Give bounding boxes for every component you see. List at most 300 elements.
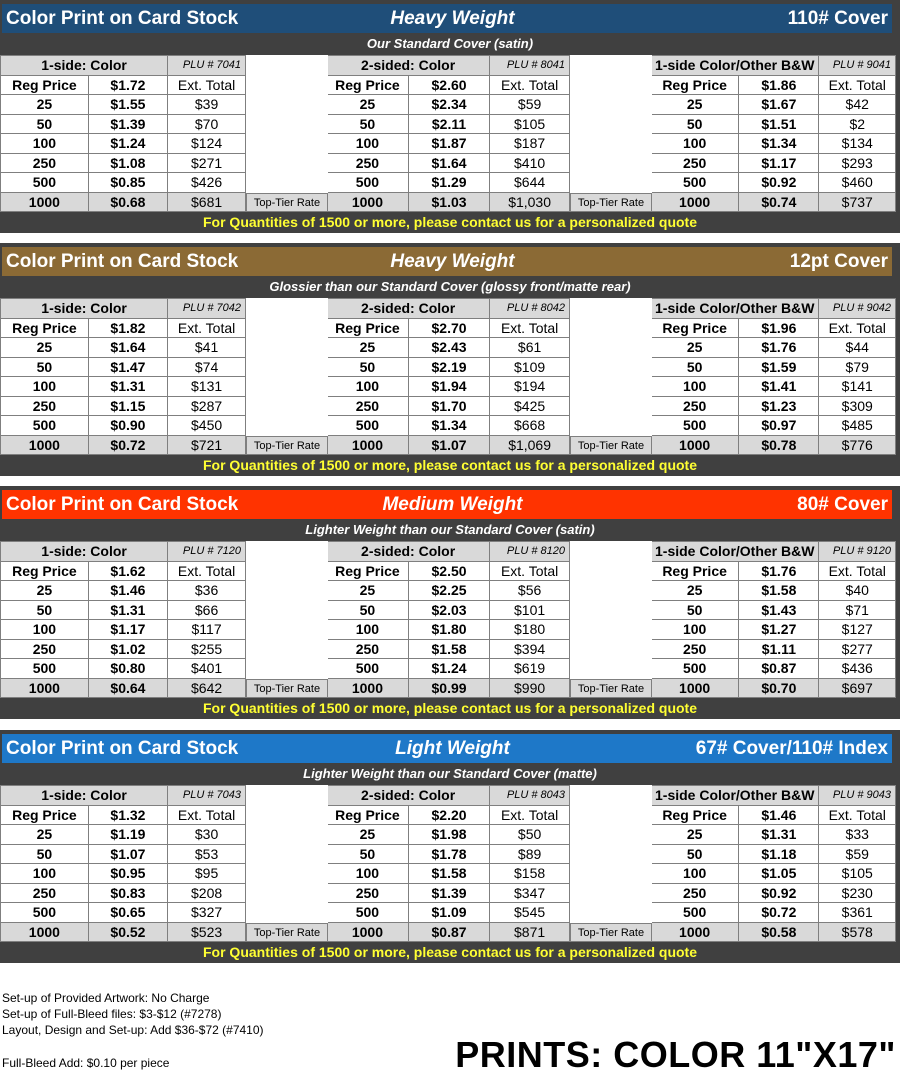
price-table xyxy=(0,298,246,455)
table-row xyxy=(327,416,570,436)
table-row xyxy=(1,864,246,884)
ext-total-cell: $180 xyxy=(490,620,570,640)
table-row xyxy=(651,338,896,358)
section-title: Color Print on Card Stock xyxy=(6,250,239,272)
price-table xyxy=(326,55,570,212)
unit-price-cell: $0.99 xyxy=(408,678,489,698)
table-row xyxy=(651,883,896,903)
ext-total-label: Ext. Total xyxy=(819,805,896,825)
quantity-cell: 1000 xyxy=(1,435,89,455)
ext-total-cell: $74 xyxy=(168,357,246,377)
table-row xyxy=(1,620,246,640)
unit-price-cell: $1.08 xyxy=(88,153,167,173)
quantity-cell: 1000 xyxy=(327,435,409,455)
plu-code: PLU # 9120 xyxy=(819,542,896,562)
unit-price-cell: $1.05 xyxy=(739,864,819,884)
quantity-cell: 250 xyxy=(1,639,89,659)
quote-footer: For Quantities of 1500 or more, please contact us for a personalized quote xyxy=(202,944,697,960)
ext-total-cell: $309 xyxy=(819,396,896,416)
ext-total-label: Ext. Total xyxy=(819,561,896,581)
ext-total-cell: $545 xyxy=(490,903,570,923)
unit-price-cell: $1.11 xyxy=(739,639,819,659)
table-row xyxy=(327,678,570,698)
unit-price-cell: $1.64 xyxy=(88,338,167,358)
top-tier-rate-label: Top-Tier Rate xyxy=(570,193,652,212)
pricing-section xyxy=(0,243,900,476)
quantity-cell: 500 xyxy=(1,416,89,436)
plu-code: PLU # 8120 xyxy=(490,542,570,562)
quantity-cell: 25 xyxy=(1,825,89,845)
unit-price-cell: $1.17 xyxy=(88,620,167,640)
quantity-cell: 50 xyxy=(327,600,409,620)
table-row xyxy=(1,192,246,212)
unit-price-cell: $1.64 xyxy=(408,153,489,173)
ext-total-cell: $117 xyxy=(168,620,246,640)
unit-price-cell: $1.67 xyxy=(739,95,819,115)
table-gap xyxy=(570,541,652,698)
table-row xyxy=(651,435,896,455)
table-row xyxy=(327,600,570,620)
ext-total-cell: $40 xyxy=(819,581,896,601)
section-stock: 80# Cover xyxy=(797,493,888,515)
unit-price-cell: $2.19 xyxy=(408,357,489,377)
unit-price-cell: $0.64 xyxy=(88,678,167,698)
ext-total-cell: $194 xyxy=(490,377,570,397)
ext-total-cell: $426 xyxy=(168,173,246,193)
section-stock: 67# Cover/110# Index xyxy=(695,737,888,759)
unit-price-cell: $1.46 xyxy=(88,581,167,601)
ext-total-cell: $59 xyxy=(490,95,570,115)
table-row xyxy=(327,922,570,942)
quantity-cell: 500 xyxy=(327,173,409,193)
ext-total-cell: $89 xyxy=(490,844,570,864)
plu-code: PLU # 8043 xyxy=(490,786,570,806)
table-row xyxy=(1,396,246,416)
price-table xyxy=(0,785,246,942)
ext-total-cell: $109 xyxy=(490,357,570,377)
table-row xyxy=(1,416,246,436)
ext-total-cell: $277 xyxy=(819,639,896,659)
table-row xyxy=(1,153,246,173)
unit-price-cell: $1.24 xyxy=(408,659,489,679)
quantity-cell: 100 xyxy=(651,620,739,640)
table-row xyxy=(651,581,896,601)
table-row xyxy=(1,922,246,942)
table-row xyxy=(1,134,246,154)
ext-total-cell: $41 xyxy=(168,338,246,358)
unit-price-cell: $1.51 xyxy=(739,114,819,134)
unit-price-cell: $0.52 xyxy=(88,922,167,942)
table-gap xyxy=(570,55,652,212)
ext-total-cell: $271 xyxy=(168,153,246,173)
table-row xyxy=(651,173,896,193)
reg-price-value: $1.86 xyxy=(739,75,819,95)
setup-notes xyxy=(2,990,264,1071)
table-name: 1-side Color/Other B&W xyxy=(651,299,819,319)
table-name: 2-sided: Color xyxy=(327,56,490,76)
ext-total-cell: $127 xyxy=(819,620,896,640)
quantity-cell: 500 xyxy=(1,903,89,923)
ext-total-cell: $871 xyxy=(490,922,570,942)
table-row xyxy=(651,864,896,884)
table-name: 1-side: Color xyxy=(1,299,168,319)
table-row xyxy=(651,134,896,154)
top-tier-rate-label: Top-Tier Rate xyxy=(570,679,652,698)
quantity-cell: 100 xyxy=(327,134,409,154)
unit-price-cell: $1.34 xyxy=(739,134,819,154)
ext-total-cell: $33 xyxy=(819,825,896,845)
section-header xyxy=(2,734,892,763)
unit-price-cell: $1.58 xyxy=(739,581,819,601)
section-weight: Heavy Weight xyxy=(390,250,515,272)
quantity-cell: 250 xyxy=(327,639,409,659)
ext-total-cell: $36 xyxy=(168,581,246,601)
unit-price-cell: $0.80 xyxy=(88,659,167,679)
quote-footer: For Quantities of 1500 or more, please contact us for a personalized quote xyxy=(202,700,697,716)
table-row xyxy=(1,825,246,845)
ext-total-cell: $523 xyxy=(168,922,246,942)
section-header xyxy=(2,4,892,33)
quantity-cell: 50 xyxy=(327,844,409,864)
unit-price-cell: $1.41 xyxy=(739,377,819,397)
ext-total-cell: $425 xyxy=(490,396,570,416)
ext-total-cell: $578 xyxy=(819,922,896,942)
section-header xyxy=(2,490,892,519)
unit-price-cell: $1.47 xyxy=(88,357,167,377)
section-stock: 12pt Cover xyxy=(789,250,888,272)
quantity-cell: 50 xyxy=(651,114,739,134)
ext-total-cell: $642 xyxy=(168,678,246,698)
unit-price-cell: $0.95 xyxy=(88,864,167,884)
section-subtitle: Our Standard Cover (satin) xyxy=(366,36,534,51)
unit-price-cell: $1.98 xyxy=(408,825,489,845)
ext-total-cell: $361 xyxy=(819,903,896,923)
table-row xyxy=(651,357,896,377)
price-table xyxy=(326,298,570,455)
unit-price-cell: $0.72 xyxy=(739,903,819,923)
plu-code: PLU # 9043 xyxy=(819,786,896,806)
ext-total-label: Ext. Total xyxy=(490,318,570,338)
quantity-cell: 250 xyxy=(651,153,739,173)
section-subtitle: Lighter Weight than our Standard Cover (matte) xyxy=(303,766,597,781)
quantity-cell: 50 xyxy=(651,844,739,864)
reg-price-label: Reg Price xyxy=(651,75,739,95)
note-layout-design: Layout, Design and Set-up: Add $36-$72 (#7410) xyxy=(2,1023,264,1037)
table-row xyxy=(651,600,896,620)
unit-price-cell: $0.87 xyxy=(408,922,489,942)
plu-code: PLU # 9042 xyxy=(819,299,896,319)
plu-code: PLU # 8042 xyxy=(490,299,570,319)
notes-spacer xyxy=(2,1038,264,1055)
table-row xyxy=(1,435,246,455)
table-row xyxy=(651,659,896,679)
ext-total-label: Ext. Total xyxy=(168,561,246,581)
price-table xyxy=(0,541,246,698)
table-row xyxy=(327,883,570,903)
section-stock: 110# Cover xyxy=(787,7,888,29)
ext-total-cell: $53 xyxy=(168,844,246,864)
unit-price-cell: $2.25 xyxy=(408,581,489,601)
quantity-cell: 25 xyxy=(327,338,409,358)
ext-total-cell: $141 xyxy=(819,377,896,397)
ext-total-cell: $668 xyxy=(490,416,570,436)
reg-price-value: $2.70 xyxy=(408,318,489,338)
ext-total-cell: $134 xyxy=(819,134,896,154)
unit-price-cell: $1.31 xyxy=(739,825,819,845)
ext-total-label: Ext. Total xyxy=(819,318,896,338)
table-row xyxy=(327,396,570,416)
reg-price-value: $2.50 xyxy=(408,561,489,581)
note-full-bleed-setup: Set-up of Full-Bleed files: $3-$12 (#7278) xyxy=(2,1007,222,1021)
table-gap xyxy=(246,55,328,212)
quantity-cell: 500 xyxy=(327,659,409,679)
quantity-cell: 250 xyxy=(651,883,739,903)
top-tier-rate-label: Top-Tier Rate xyxy=(246,679,328,698)
unit-price-cell: $1.09 xyxy=(408,903,489,923)
unit-price-cell: $1.02 xyxy=(88,639,167,659)
quantity-cell: 100 xyxy=(1,864,89,884)
quantity-cell: 1000 xyxy=(651,922,739,942)
ext-total-label: Ext. Total xyxy=(819,75,896,95)
table-row xyxy=(1,377,246,397)
ext-total-cell: $287 xyxy=(168,396,246,416)
section-title: Color Print on Card Stock xyxy=(6,493,239,515)
table-row xyxy=(651,922,896,942)
unit-price-cell: $1.19 xyxy=(88,825,167,845)
table-row xyxy=(327,377,570,397)
unit-price-cell: $1.39 xyxy=(408,883,489,903)
quantity-cell: 250 xyxy=(1,396,89,416)
unit-price-cell: $1.31 xyxy=(88,377,167,397)
pricing-section xyxy=(0,0,900,233)
ext-total-cell: $721 xyxy=(168,435,246,455)
table-row xyxy=(1,338,246,358)
table-row xyxy=(327,338,570,358)
unit-price-cell: $0.58 xyxy=(739,922,819,942)
quantity-cell: 25 xyxy=(327,581,409,601)
section-title: Color Print on Card Stock xyxy=(6,7,239,29)
table-row xyxy=(1,903,246,923)
unit-price-cell: $1.39 xyxy=(88,114,167,134)
quantity-cell: 250 xyxy=(651,396,739,416)
quantity-cell: 1000 xyxy=(327,922,409,942)
section-title: Color Print on Card Stock xyxy=(6,737,239,759)
unit-price-cell: $2.43 xyxy=(408,338,489,358)
table-row xyxy=(327,134,570,154)
top-tier-rate-label: Top-Tier Rate xyxy=(570,923,652,942)
quantity-cell: 1000 xyxy=(651,678,739,698)
quantity-cell: 1000 xyxy=(327,678,409,698)
table-name: 1-side Color/Other B&W xyxy=(651,786,819,806)
unit-price-cell: $0.72 xyxy=(88,435,167,455)
table-row xyxy=(1,659,246,679)
section-weight: Medium Weight xyxy=(382,493,523,515)
quote-footer: For Quantities of 1500 or more, please contact us for a personalized quote xyxy=(202,457,697,473)
quantity-cell: 25 xyxy=(651,581,739,601)
quantity-cell: 1000 xyxy=(1,922,89,942)
quantity-cell: 500 xyxy=(651,173,739,193)
table-row xyxy=(1,883,246,903)
ext-total-cell: $66 xyxy=(168,600,246,620)
table-row xyxy=(327,114,570,134)
quantity-cell: 500 xyxy=(651,659,739,679)
table-row xyxy=(1,357,246,377)
quantity-cell: 250 xyxy=(1,153,89,173)
table-name: 1-side Color/Other B&W xyxy=(651,56,819,76)
ext-total-cell: $158 xyxy=(490,864,570,884)
ext-total-cell: $436 xyxy=(819,659,896,679)
quantity-cell: 50 xyxy=(327,114,409,134)
quantity-cell: 25 xyxy=(651,95,739,115)
unit-price-cell: $0.90 xyxy=(88,416,167,436)
ext-total-cell: $105 xyxy=(819,864,896,884)
reg-price-label: Reg Price xyxy=(327,561,409,581)
unit-price-cell: $1.17 xyxy=(739,153,819,173)
reg-price-label: Reg Price xyxy=(327,805,409,825)
ext-total-cell: $131 xyxy=(168,377,246,397)
unit-price-cell: $1.24 xyxy=(88,134,167,154)
unit-price-cell: $1.07 xyxy=(88,844,167,864)
table-name: 1-side: Color xyxy=(1,56,168,76)
quantity-cell: 50 xyxy=(1,357,89,377)
ext-total-cell: $644 xyxy=(490,173,570,193)
reg-price-label: Reg Price xyxy=(651,805,739,825)
ext-total-cell: $95 xyxy=(168,864,246,884)
reg-price-value: $1.46 xyxy=(739,805,819,825)
table-row xyxy=(1,600,246,620)
price-table xyxy=(326,541,570,698)
unit-price-cell: $2.34 xyxy=(408,95,489,115)
table-row xyxy=(651,114,896,134)
unit-price-cell: $0.97 xyxy=(739,416,819,436)
ext-total-label: Ext. Total xyxy=(168,75,246,95)
ext-total-cell: $410 xyxy=(490,153,570,173)
unit-price-cell: $1.34 xyxy=(408,416,489,436)
ext-total-cell: $737 xyxy=(819,192,896,212)
plu-code: PLU # 9041 xyxy=(819,56,896,76)
quantity-cell: 25 xyxy=(327,825,409,845)
table-row xyxy=(651,903,896,923)
table-row xyxy=(651,416,896,436)
unit-price-cell: $1.58 xyxy=(408,864,489,884)
ext-total-cell: $50 xyxy=(490,825,570,845)
ext-total-cell: $105 xyxy=(490,114,570,134)
quantity-cell: 500 xyxy=(1,173,89,193)
quantity-cell: 25 xyxy=(651,825,739,845)
quantity-cell: 100 xyxy=(327,864,409,884)
ext-total-cell: $327 xyxy=(168,903,246,923)
table-name: 2-sided: Color xyxy=(327,786,490,806)
ext-total-label: Ext. Total xyxy=(490,561,570,581)
section-weight: Heavy Weight xyxy=(390,7,515,29)
ext-total-cell: $124 xyxy=(168,134,246,154)
quantity-cell: 500 xyxy=(1,659,89,679)
table-row xyxy=(1,114,246,134)
quantity-cell: 25 xyxy=(1,338,89,358)
ext-total-label: Ext. Total xyxy=(490,805,570,825)
quantity-cell: 250 xyxy=(1,883,89,903)
pricing-section xyxy=(0,486,900,719)
plu-code: PLU # 7120 xyxy=(168,542,246,562)
quantity-cell: 1000 xyxy=(327,192,409,212)
quantity-cell: 100 xyxy=(327,377,409,397)
table-row xyxy=(1,581,246,601)
unit-price-cell: $1.87 xyxy=(408,134,489,154)
reg-price-label: Reg Price xyxy=(1,805,89,825)
unit-price-cell: $0.83 xyxy=(88,883,167,903)
table-row xyxy=(327,639,570,659)
table-row xyxy=(1,173,246,193)
unit-price-cell: $1.80 xyxy=(408,620,489,640)
unit-price-cell: $1.29 xyxy=(408,173,489,193)
quantity-cell: 50 xyxy=(1,844,89,864)
quantity-cell: 100 xyxy=(651,864,739,884)
price-table xyxy=(650,298,896,455)
section-subtitle: Lighter Weight than our Standard Cover (satin) xyxy=(305,522,595,537)
table-gap xyxy=(570,785,652,942)
ext-total-cell: $30 xyxy=(168,825,246,845)
quantity-cell: 25 xyxy=(651,338,739,358)
ext-total-cell: $347 xyxy=(490,883,570,903)
unit-price-cell: $1.78 xyxy=(408,844,489,864)
table-row xyxy=(327,581,570,601)
price-table xyxy=(650,55,896,212)
quantity-cell: 50 xyxy=(327,357,409,377)
top-tier-rate-label: Top-Tier Rate xyxy=(246,193,328,212)
quantity-cell: 500 xyxy=(327,416,409,436)
quote-footer: For Quantities of 1500 or more, please contact us for a personalized quote xyxy=(202,214,697,230)
price-table xyxy=(0,55,246,212)
ext-total-cell: $79 xyxy=(819,357,896,377)
ext-total-cell: $460 xyxy=(819,173,896,193)
unit-price-cell: $0.78 xyxy=(739,435,819,455)
unit-price-cell: $1.59 xyxy=(739,357,819,377)
unit-price-cell: $0.65 xyxy=(88,903,167,923)
reg-price-value: $1.72 xyxy=(88,75,167,95)
table-row xyxy=(651,396,896,416)
unit-price-cell: $2.03 xyxy=(408,600,489,620)
quantity-cell: 250 xyxy=(327,153,409,173)
quantity-cell: 25 xyxy=(1,95,89,115)
ext-total-label: Ext. Total xyxy=(168,318,246,338)
quantity-cell: 1000 xyxy=(651,192,739,212)
ext-total-cell: $39 xyxy=(168,95,246,115)
plu-code: PLU # 8041 xyxy=(490,56,570,76)
unit-price-cell: $1.23 xyxy=(739,396,819,416)
table-row xyxy=(651,678,896,698)
table-row xyxy=(651,377,896,397)
ext-total-cell: $293 xyxy=(819,153,896,173)
reg-price-value: $1.82 xyxy=(88,318,167,338)
table-name: 1-side: Color xyxy=(1,542,168,562)
unit-price-cell: $0.74 xyxy=(739,192,819,212)
unit-price-cell: $0.92 xyxy=(739,173,819,193)
ext-total-cell: $681 xyxy=(168,192,246,212)
reg-price-label: Reg Price xyxy=(327,75,409,95)
ext-total-cell: $1,069 xyxy=(490,435,570,455)
plu-code: PLU # 7041 xyxy=(168,56,246,76)
table-row xyxy=(327,844,570,864)
quantity-cell: 250 xyxy=(327,396,409,416)
quantity-cell: 50 xyxy=(1,600,89,620)
reg-price-value: $1.76 xyxy=(739,561,819,581)
unit-price-cell: $0.87 xyxy=(739,659,819,679)
unit-price-cell: $1.94 xyxy=(408,377,489,397)
table-gap xyxy=(246,785,328,942)
ext-total-label: Ext. Total xyxy=(490,75,570,95)
unit-price-cell: $1.55 xyxy=(88,95,167,115)
quantity-cell: 1000 xyxy=(651,435,739,455)
